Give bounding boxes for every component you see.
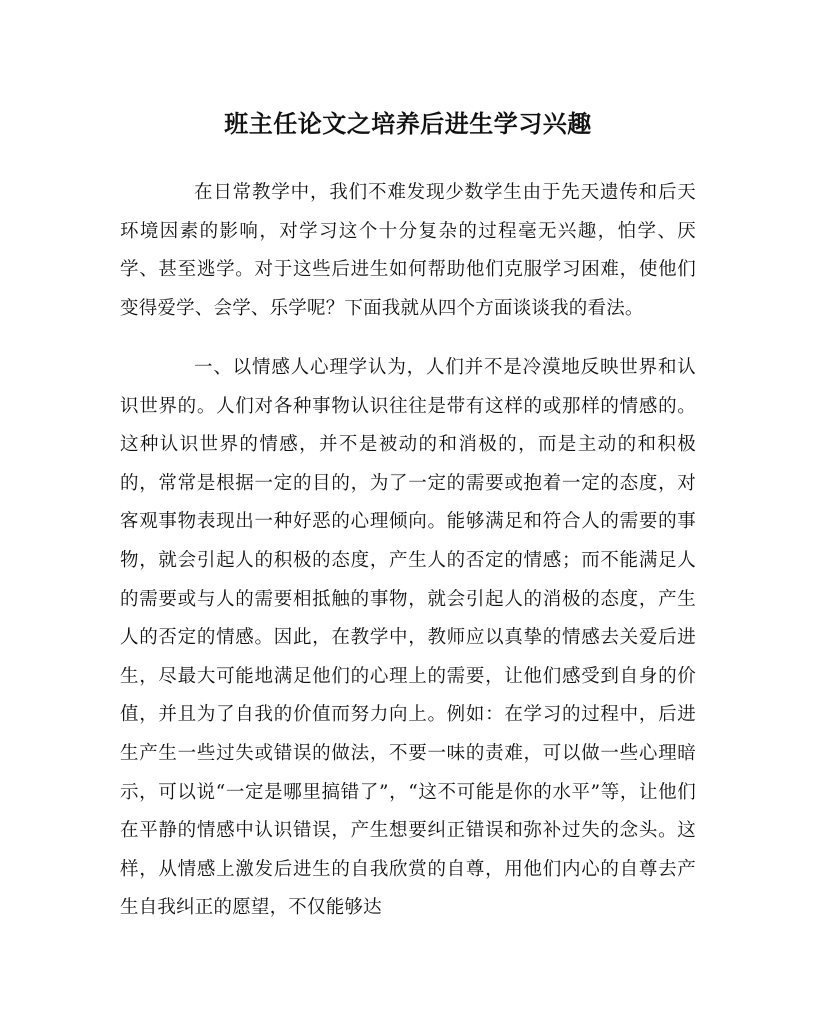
paragraph-intro: 在日常教学中，我们不难发现少数学生由于先天遗传和后天环境因素的影响，对学习这个十分复杂的过程毫无兴趣，怕学、厌学、甚至逃学。对于这些后进生如何帮助他们克服学习困难，使他们变得爱学、会学、乐学呢？下面我就从四个方面谈谈我的看法。 [120, 182, 696, 319]
paragraph-section-1: 一、以情感人心理学认为，人们并不是冷漠地反映世界和认识世界的。人们对各种事物认识往往是带有这样的或那样的情感的。这种认识世界的情感，并不是被动的和消极的，而是主动的和积极的，常常是根据一定的目的，为了一定的需要或抱着一定的态度，对客观事物表现出一种好恶的心理倾向。能够满足和符合人的需要的事物，就会引起人的积极的态度，产生人的否定的情感；而不能满足人的需要或与人的需要相抵触的事物，就会引起人的消极的态度，产生人的否定的情感。因此，在教学中，教师应以真挚的情感去关爱后进生，尽最大可能地满足他们的心理上的需要，让他们感受到自身的价值，并且为了自我的价值而努力向上。例如：在学习的过程中，后进生产生一些过失或错误的做法，不要一味的责难，可以做一些心理暗示，可以说“一定是哪里搞错了”，“这不可能是你的水平”等，让他们在平静的情感中认识错误，产生想要纠正错误和弥补过失的念头。这样，从情感上激发后进生的自我欣赏的自尊，用他们内心的自尊去产生自我纠正的愿望，不仅能够达 [120, 357, 696, 919]
document-title: 班主任论文之培养后进生学习兴趣 [224, 109, 592, 138]
